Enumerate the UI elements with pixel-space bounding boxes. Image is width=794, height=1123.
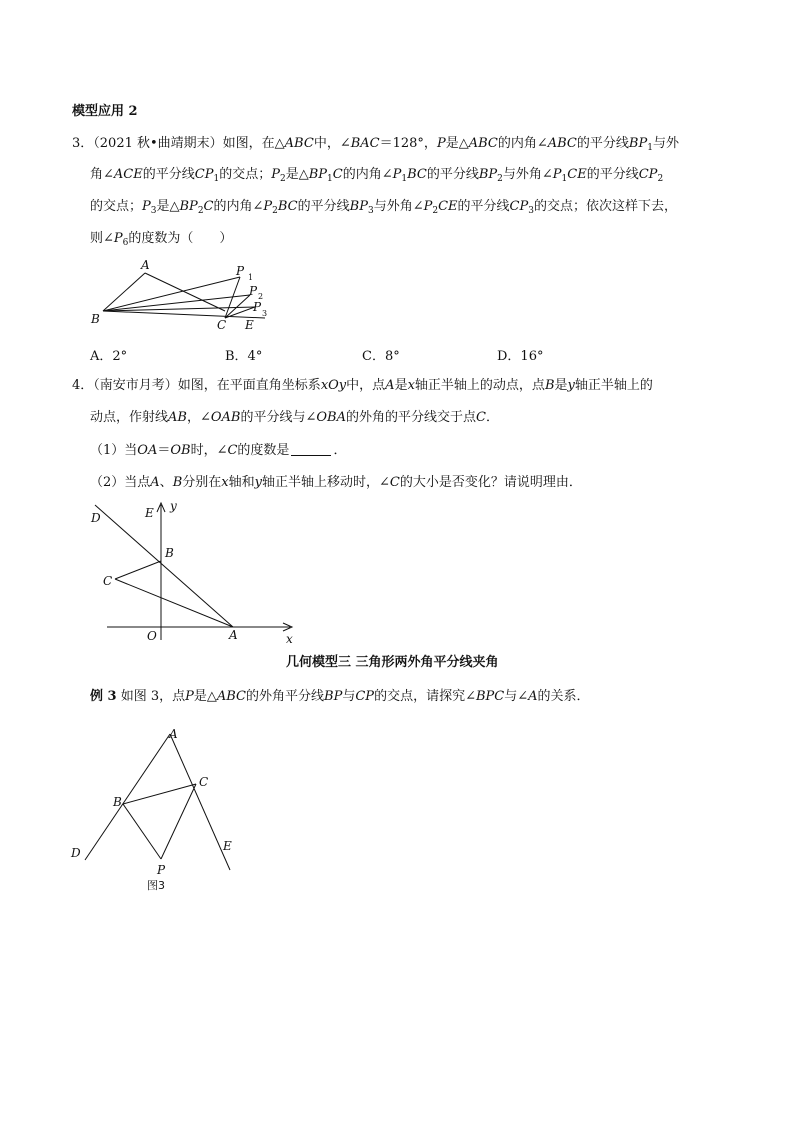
q3-var: P [436, 136, 446, 151]
q3-sub: 1 [561, 174, 568, 184]
label-P3-sub: 3 [262, 309, 268, 318]
q3-option-c[interactable]: C．8° [362, 349, 400, 364]
q4-part-1 [90, 442, 346, 460]
q3-text: 与外角∠ [373, 199, 424, 214]
q3-text: 中，∠ [313, 136, 351, 151]
q4-var: x [221, 475, 229, 490]
q4-text: 的平分线与∠ [240, 410, 317, 425]
q3-text: 是△ [445, 136, 469, 151]
q3-number: 3． [72, 136, 94, 151]
q3-text: 的平分线 [142, 167, 195, 182]
q4-text: 动点，作射线 [90, 410, 169, 425]
q3-sub: 3 [150, 206, 157, 216]
q4-var: OA [137, 443, 158, 458]
q4-line-2 [90, 409, 499, 427]
q4-var: C [389, 475, 400, 490]
q4-figure [85, 495, 305, 645]
label-B: B [113, 795, 122, 809]
ex3-var: CP [355, 689, 375, 704]
label-C: C [103, 574, 113, 588]
label-A: A [229, 628, 238, 642]
q4-text: 的度数是 [237, 443, 290, 458]
q3-sub: 2 [197, 206, 204, 216]
q4-text: 的大小是否变化？请说明理由． [399, 475, 582, 490]
q4-text: ． [333, 443, 347, 458]
label-A: A [141, 258, 150, 272]
q3-sub: 2 [279, 174, 286, 184]
label-A: A [169, 727, 178, 741]
q3-var: CP [194, 167, 214, 182]
ex3-text: 的关系． [537, 689, 590, 704]
q3-var: BP [478, 167, 498, 182]
ex3-var: P [185, 689, 194, 704]
q3-text: ＝128°， [379, 136, 437, 151]
label-E: E [245, 318, 254, 332]
line-AE [170, 734, 230, 870]
ex3-var: BP [324, 689, 343, 704]
q4-text: 轴正半轴上移动时，∠ [261, 475, 390, 490]
q3-text: 的平分线 [426, 167, 479, 182]
q3-sub: 1 [327, 174, 333, 184]
q4-text: ＝ [157, 443, 171, 458]
q4-var: C [476, 410, 486, 425]
segment-CB [115, 561, 161, 579]
q3-text: 与外角∠ [502, 167, 553, 182]
section-title: 模型应用 2 [72, 104, 138, 119]
q3-var: CP [509, 199, 529, 214]
label-O: O [147, 629, 157, 643]
q4-var: y [567, 378, 575, 393]
q4-text: 分别在 [182, 475, 222, 490]
q3-text: 的平分线 [576, 136, 629, 151]
q3-line-1 [72, 135, 679, 153]
ex3-text: 与∠ [504, 689, 529, 704]
segment-BP1 [103, 277, 240, 311]
label-P: P [157, 863, 166, 877]
q3-text: 则∠ [90, 231, 114, 246]
ex3-var: ABC [216, 689, 247, 704]
q3-sub: 1 [647, 143, 653, 153]
q3-text: 的平分线 [457, 199, 510, 214]
q3-var: BC [277, 199, 298, 214]
q3-var: CE [438, 199, 458, 214]
label-P1: P [236, 264, 245, 278]
q4-var: xOy [320, 378, 347, 393]
label-P1-sub: 1 [248, 273, 254, 282]
q4-var: OAB [210, 410, 241, 425]
q3-text: 的平分线 [297, 199, 350, 214]
q3-option-d[interactable]: D．16° [497, 349, 544, 364]
q3-var: ABC [284, 136, 314, 151]
q3-var: P [113, 231, 123, 246]
q3-var: BP [308, 167, 327, 182]
answer-blank[interactable] [291, 443, 331, 456]
q3-line-3 [90, 198, 677, 216]
q4-var: A [150, 475, 160, 490]
q4-text: （2）当点 [90, 475, 151, 490]
label-P2: P [249, 284, 258, 298]
q4-var: C [227, 443, 238, 458]
q3-var: P [263, 199, 273, 214]
q4-text: 、 [159, 475, 173, 490]
example-3 [90, 688, 590, 706]
ex3-text: 如图 3，点 [120, 689, 186, 704]
q3-text: 的内角∠ [213, 199, 264, 214]
q4-text: 的外角的平分线交于点 [346, 410, 477, 425]
q4-var: x [407, 378, 415, 393]
q3-figure [85, 255, 285, 335]
q3-option-b[interactable]: B．4° [225, 349, 263, 364]
q3-source: （2021 秋•曲靖期末） [93, 136, 223, 151]
example-label: 例 3 [90, 689, 117, 704]
ex3-var: A [528, 689, 538, 704]
q3-var: BC [407, 167, 427, 182]
q3-sub: 2 [657, 174, 664, 184]
q4-text: 轴和 [228, 475, 255, 490]
label-E: E [145, 506, 154, 520]
q3-var: C [332, 167, 343, 182]
q3-text: 的交点；依次这样下去， [533, 199, 677, 214]
ex3-text: 的外角平分线 [246, 689, 325, 704]
label-x: x [286, 632, 293, 645]
q4-text: 是 [554, 378, 568, 393]
q3-text: 的交点； [90, 199, 143, 214]
q4-text: 如图，在平面直角坐标系 [177, 378, 321, 393]
q4-text: ，∠ [186, 410, 211, 425]
q3-sub: 2 [272, 206, 278, 216]
label-P2-sub: 2 [258, 292, 264, 301]
q3-text: 的内角∠ [342, 167, 393, 182]
q4-source: （南安市月考） [93, 378, 178, 393]
q3-sub: 3 [528, 206, 534, 216]
segment-CP3 [225, 307, 255, 318]
ex3-var: BPC [475, 689, 505, 704]
q3-sub: 3 [367, 206, 374, 216]
q3-sub: 2 [432, 206, 439, 216]
figure-caption: 图3 [147, 879, 165, 892]
q3-option-a[interactable]: A．2° [90, 349, 128, 364]
q4-text: 轴正半轴上的 [574, 378, 653, 393]
q3-text: 如图，在△ [222, 136, 285, 151]
q3-sub: 1 [401, 174, 408, 184]
q3-var: P [552, 167, 562, 182]
segment-BP [123, 804, 161, 859]
q4-text: 时，∠ [190, 443, 228, 458]
label-P3: P [253, 300, 262, 314]
q3-var: P [423, 199, 433, 214]
q4-number: 4． [72, 378, 94, 393]
q4-part-2 [90, 474, 582, 492]
q3-var: ABC [468, 136, 498, 151]
label-E: E [223, 839, 232, 853]
q4-var: OBA [316, 410, 346, 425]
ex3-text: 的交点，请探究∠ [374, 689, 476, 704]
q4-text: （1）当 [90, 443, 138, 458]
q3-var: P [271, 167, 280, 182]
q4-var: B [544, 378, 555, 393]
q3-text: 的平分线 [586, 167, 639, 182]
segment-CA [115, 579, 233, 627]
q4-var: y [254, 475, 262, 490]
q3-var: BP [628, 136, 648, 151]
q3-var: BP [349, 199, 368, 214]
q4-text: 是 [394, 378, 408, 393]
label-y: y [170, 499, 177, 513]
q3-text: 与外 [652, 136, 679, 151]
q3-text: 角∠ [90, 167, 114, 182]
line-DA [95, 505, 233, 627]
label-B: B [91, 312, 100, 326]
q3-sub: 1 [213, 174, 220, 184]
ex3-text: 与 [342, 689, 356, 704]
label-B: B [165, 546, 174, 560]
label-D: D [71, 846, 81, 860]
q3-var: CE [567, 167, 587, 182]
q3-line-4 [90, 230, 232, 248]
segment-CP [161, 784, 196, 859]
q3-var: BAC [350, 136, 380, 151]
q4-var: OB [170, 443, 191, 458]
q3-text: 是△ [156, 199, 180, 214]
q4-var: B [172, 475, 183, 490]
q3-text: 的交点； [219, 167, 272, 182]
q3-var: P [392, 167, 402, 182]
q4-text: ． [485, 410, 499, 425]
q4-text: 轴正半轴上的动点，点 [414, 378, 545, 393]
label-C: C [217, 318, 227, 332]
q3-text: 的内角∠ [497, 136, 548, 151]
q4-line-1 [72, 377, 653, 395]
figure-3 [65, 722, 255, 897]
q3-var: BP [179, 199, 198, 214]
model-title: 几何模型三 三角形两外角平分线夹角 [286, 655, 499, 670]
q3-text: 的度数为（ ） [128, 231, 233, 246]
q3-var: CP [638, 167, 658, 182]
q4-text: 中，点 [346, 378, 386, 393]
q4-var: AB [168, 410, 187, 425]
q3-sub: 6 [122, 238, 129, 248]
ex3-text: 是△ [193, 689, 217, 704]
q3-var: P [142, 199, 151, 214]
q3-var: ACE [113, 167, 143, 182]
line-AD [85, 734, 170, 860]
q3-sub: 2 [497, 174, 503, 184]
q3-line-2 [90, 166, 663, 184]
q4-var: A [385, 378, 395, 393]
q3-text: 是△ [285, 167, 309, 182]
label-D: D [91, 511, 101, 525]
q3-var: ABC [547, 136, 577, 151]
label-C: C [199, 775, 209, 789]
q3-var: C [203, 199, 214, 214]
